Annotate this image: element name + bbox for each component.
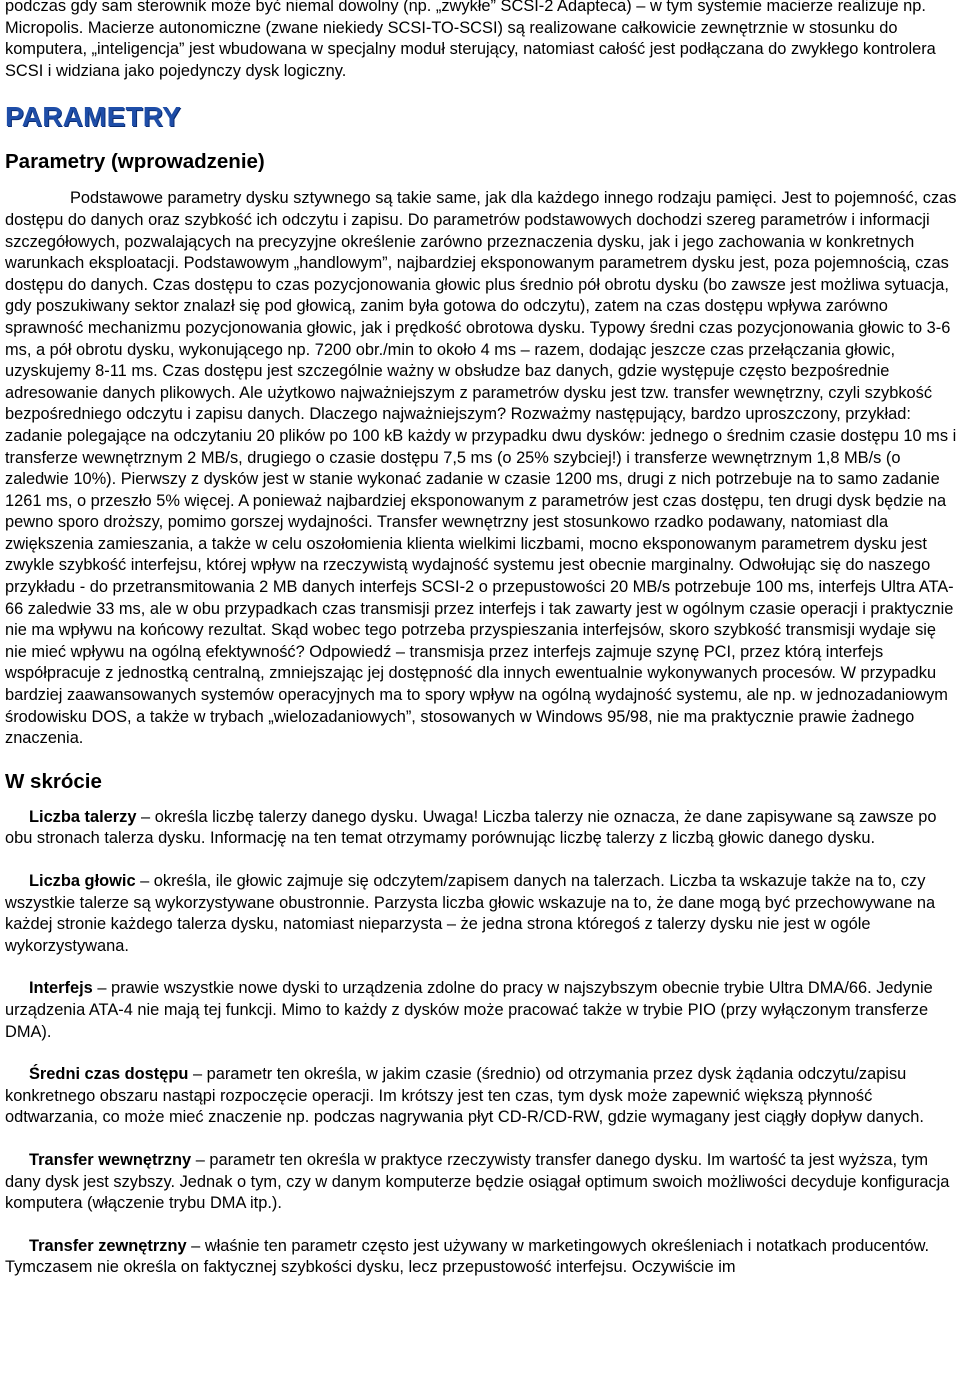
term-paragraph bbox=[5, 1150, 957, 1215]
term-paragraph bbox=[5, 1236, 957, 1279]
term-label: Średni czas dostępu bbox=[29, 1065, 189, 1084]
document-page bbox=[5, 0, 957, 1279]
term-label: Transfer zewnętrzny bbox=[29, 1236, 187, 1255]
term-definition: – określa liczbę talerzy danego dysku. Uwaga! Liczba talerzy nie oznacza, że dane zapisywane są zawsze po obu stronach talerza dysku. Informację na ten temat otrzymamy porównując liczbę talerzy z liczbą głowic danego dysku. bbox=[5, 807, 937, 848]
subsection-title-introduction: Parametry (wprowadzenie) bbox=[5, 150, 265, 174]
term-definition: – określa, ile głowic zajmuje się odczytem/zapisem danych na talerzach. Liczba ta wskazuje także na to, czy wszystkie talerze są wykorzystywane obustronnie. Parzysta liczba głowic wskazuje na to, że dane mogą być przechowywane na każdej stronie każdego talerza dysku, natomiast nieparzysta – że jedna strona któregoś z talerzy dysku nie jest w ogóle wykorzystywana. bbox=[5, 872, 936, 955]
term-definition: – właśnie ten parametr często jest używany w marketingowych określeniach i notatkach producentów. Tymczasem nie określa on faktycznej szybkości dysku, lecz przepustowość interfejsu. Oczywiście im bbox=[5, 1236, 930, 1277]
parameters-paragraph: Podstawowe parametry dysku sztywnego są takie same, jak dla każdego innego rodzaju pamięci. Jest to pojemność, czas dostępu do danych oraz szybkość ich odczytu i zapisu. Do parametrów podstawowych dochodzi szereg parametrów i informacji szczegółowych, pozwalających na precyzyjne określenie zarówno przeznaczenia dysku, jak i jego zachowania w konkretnych warunkach eksploatacji. Podstawowym „handlowym”, najbardziej eksponowanym parametrem dysku jest, poza pojemnością, czas dostępu do danych. Czas dostępu to czas pozycjonowania głowic plus średnio pół obrotu dysku (bo zawsze jest możliwa sytuacja, gdy poszukiwany sektor znalazł się pod głowicą, zanim była gotowa do odczytu), zatem na czas dostępu wpływa zarówno sprawność mechanizmu pozycjonowania głowic, jak i prędkość obrotowa dysku. Typowy średni czas pozycjonowania głowic to 3-6 ms, a pół obrotu dysku, wykonującego np. 7200 obr./min to około 4 ms – razem, dodając jeszcze czas przełączania głowic, uzyskujemy 8-11 ms. Czas dostępu jest szczególnie ważny w obsłudze baz danych, gdzie występuje często bezpośrednie adresowanie danych plikowych. Ale użytkowo najważniejszym z parametrów dysku jest tzw. transfer wewnętrzny, czyli szybkość bezpośredniego odczytu i zapisu danych. Dlaczego najważniejszym? Rozważmy następujący, bardzo uproszczony, przykład: zadanie polegające na odczytaniu 20 plików po 100 kB każdy w przypadku dwu dysków: jednego o średnim czasie dostępu 10 ms i transferze wewnętrznym 2 MB/s, drugiego o czasie dostępu 7,5 ms (o 25% szybciej!) i transferze wewnętrznym 1,8 MB/s (o zaledwie 10%). Pierwszy z dysków jest w stanie wykonać zadanie w czasie 1200 ms, drugi z nich potrzebuje na to samo zadanie 1261 ms, o przeszło 5% więcej. A ponieważ najbardziej eksponowanym z parametrów jest czas dostępu, ten drugi dysk będzie na pewno sporo droższy, pomimo gorszej wydajności. Transfer wewnętrzny jest stosunkowo rzadko podawany, natomiast dla zwiększenia zamieszania, a także w celu oszołomienia klienta wielkimi liczbami, mocno eksponowanym parametrem dysku jest zwykle szybkość interfejsu, której wpływ na rzeczywistą wydajność systemu jest obecnie marginalny. Odwołując się do naszego przykładu - do przetransmitowania 2 MB danych interfejs SCSI-2 o przepustowości 20 MB/s potrzebuje 100 ms, interfejs Ultra ATA-66 zaledwie 33 ms, ale w obu przypadkach czas transmisji przez interfejs i tak zawarty jest w ogólnym czasie operacji i praktycznie nie ma wpływu na końcowy rezultat. Skąd wobec tego potrzeba przyspieszania interfejsów, skoro szybkość transmisji wydaje się nie mieć wpływu na ogólną efektywność? Odpowiedź – transmisja przez interfejs zajmuje szynę PCI, przez którą interfejs współpracuje z jednostką centralną, zmniejszając jej dostępność dla innych ewentualnie wykonywanych procesów. W przypadku bardziej zaawansowanych systemów operacyjnych ma to spory wpływ na ogólną wydajność systemu, ale np. w jednozadaniowym środowisku DOS, a także w trybach „wielozadaniowych”, stosowanych w Windows 95/98, nie ma praktycznie prawie żadnego znaczenia. bbox=[5, 189, 957, 748]
term-paragraph bbox=[5, 978, 957, 1043]
term-paragraph bbox=[5, 1064, 957, 1129]
intro-paragraph: podczas gdy sam sterownik może być niemal dowolny (np. „zwykłe” SCSI-2 Adapteca) – w tym systemie macierze realizuje np. Micropolis. Macierze autonomiczne (zwane niekiedy SCSI-TO-SCSI) są realizowane całkowicie zewnętrznie w stosunku do komputera, „inteligencja” jest wbudowana w specjalny moduł sterujący, natomiast całość jest podłączana do zwykłego kontrolera SCSI i widziana jako pojedynczy dysk logiczny. bbox=[5, 0, 936, 80]
term-definition: – prawie wszystkie nowe dyski to urządzenia zdolne do pracy w najszybszym obecnie trybie Ultra DMA/66. Jedynie urządzenia ATA-4 nie mają tej funkcji. Mimo to każdy z dysków może pracować także w trybie PIO (przy wyłączonym transferze DMA). bbox=[5, 979, 933, 1041]
term-definition: – parametr ten określa, w jakim czasie (średnio) od otrzymania przez dysk żądania odczytu/zapisu konkretnego obszaru nastąpi rozpoczęcie operacji. Im krótszy jest ten czas, tym dysk może zapewnić większą płynność odtwarzania, co może mieć znaczenie np. podczas nagrywania płyt CD-R/CD-RW, gdzie wymagany jest ciągły dopływ danych. bbox=[5, 1065, 924, 1127]
term-label: Liczba talerzy bbox=[29, 807, 137, 826]
term-paragraph bbox=[5, 871, 957, 957]
term-label: Interfejs bbox=[29, 979, 93, 998]
subsection-title-summary: W skrócie bbox=[5, 769, 102, 793]
section-title: PARAMETRY bbox=[5, 101, 182, 133]
term-paragraph bbox=[5, 807, 957, 850]
term-definition: – parametr ten określa w praktyce rzeczywisty transfer danego dysku. Im wartość ta jest wyższa, tym dany dysk jest szybszy. Jednak o tym, czy w danym komputerze będzie osiągał optimum swoich możliwości decyduje konfiguracja komputera (włączenie trybu DMA itp.). bbox=[5, 1150, 950, 1213]
term-label: Transfer wewnętrzny bbox=[29, 1150, 192, 1169]
term-label: Liczba głowic bbox=[29, 872, 136, 890]
